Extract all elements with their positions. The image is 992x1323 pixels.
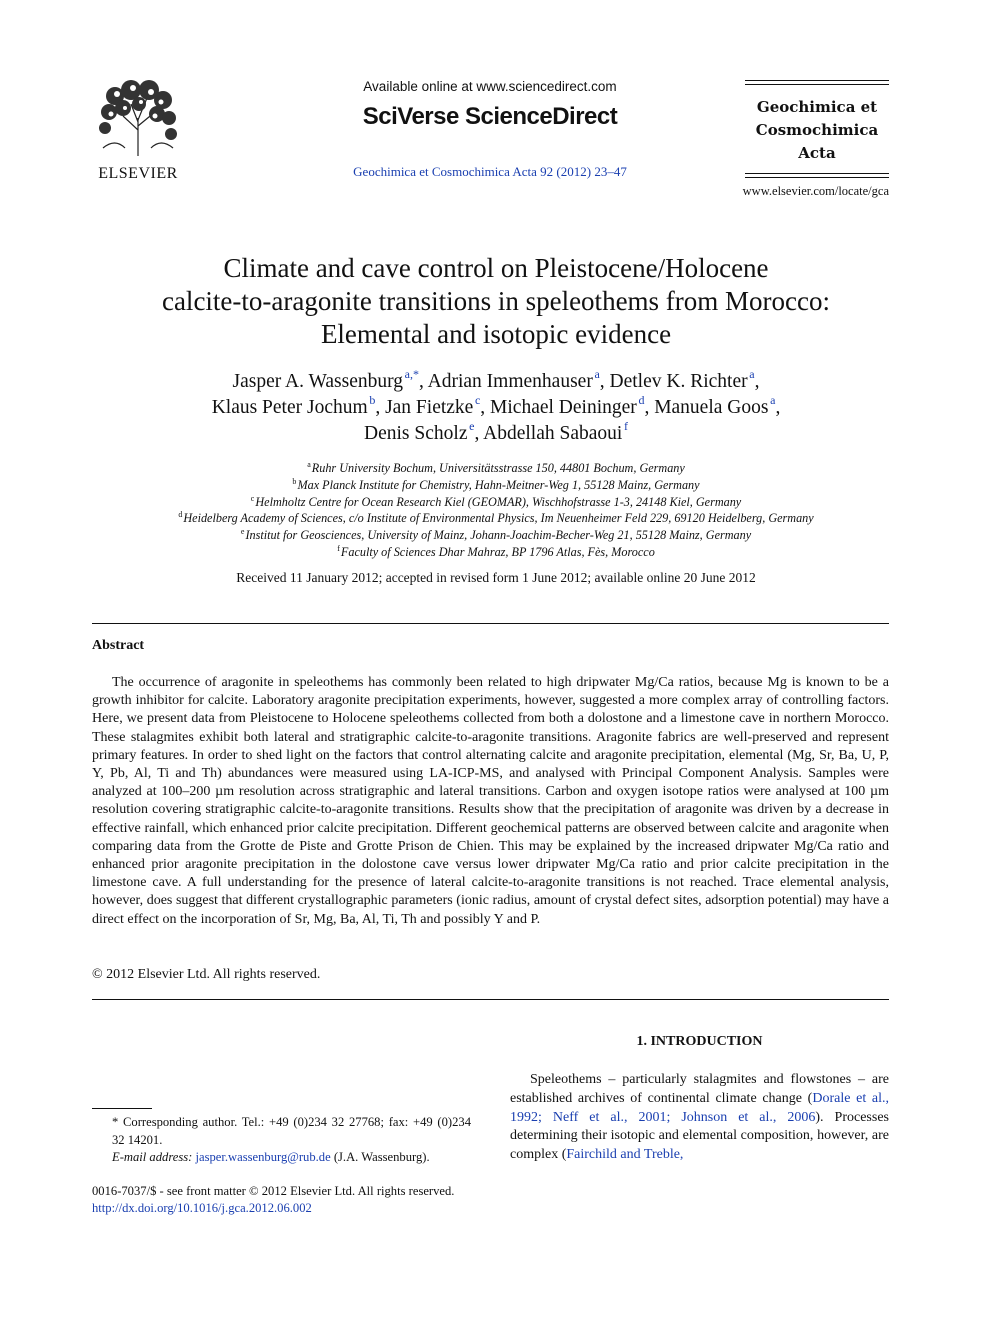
journal-name-box	[745, 80, 889, 178]
author-name: Adrian Immenhauser	[427, 371, 593, 392]
journal-name-line: Acta	[798, 144, 836, 162]
journal-name	[745, 85, 889, 173]
affiliation-list	[60, 460, 932, 561]
corresponding-author-footnote	[92, 1114, 471, 1167]
abstract-top-rule	[92, 623, 889, 624]
email-link[interactable]: jasper.wassenburg@rub.de	[195, 1150, 331, 1164]
author-affiliation-link[interactable]: a,*	[404, 367, 419, 381]
affiliation: $^c$ Helmholtz Centre for Ocean Research Kiel (GEOMAR), Wischhofstrasse 1-3, 24148 Kiel, Germany	[250, 493, 742, 509]
title-line: Elemental and isotopic evidence	[320, 319, 672, 349]
author-name: Jasper A. Wassenburg	[232, 371, 403, 392]
abstract-body: The occurrence of aragonite in speleothems has commonly been related to high dripwater Mg/Ca ratios, because Mg is known to be a growth inhibitor for calcite. Laboratory aragonite precipitation experiments, however, suggested a more complex array of controlling factors. Here, we present data from Pleistocene to Holocene speleothems collected from both a dolostone and a limestone cave in northern Morocco. These stalagmites exhibit both lateral and stratigraphic calcite-to-aragonite transitions. Aragonite fabrics are well-preserved and represent primary features. In order to shed light on the factors that control alternating calcite and aragonite precipitation, elemental (Mg, Sr, Ba, U, P, Y, Pb, Al, Ti and Th) abundances were measured using LA-ICP-MS, and analysed with Principal Component Analysis. Samples were analyzed at 100–200 µm resolution across stratigraphic and lateral transitions. Carbon and oxygen isotope ratios were analysed at 100 µm resolution covering stratigraphic calcite-to-aragonite transitions. Results show that the precipitation of aragonite was driven by a decrease in effective rainfall, which enhanced prior calcite precipitation. Different geochemical patterns are observed between calcite and aragonite when comparing data from the Grotte de Piste and Grotte Prison de Chien. This may be explained by the increased dripwater Mg/Ca ratio and enhanced prior aragonite precipitation in the dolostone cave versus lower dripwater Mg/Ca ratio and prior calcite precipitation in the limestone cave. A full understanding for the presence of lateral calcite-to-aragonite transitions is not reached. Trace elemental analysis, however, does suggest that different crystallographic parameters (ionic radius, amount of crystal defect sites, adsorption potential) may have a direct effect on the incorporation of Sr, Mg, Ba, Al, Ti, Th and possibly Y and P.	[92, 675, 889, 927]
author-affiliation-link[interactable]: e	[469, 419, 475, 433]
title-line: Climate and cave control on Pleistocene/Holocene	[223, 253, 769, 283]
author-list	[60, 369, 932, 447]
publisher-name: ELSEVIER	[98, 165, 178, 182]
author-name: Klaus Peter Jochum	[211, 397, 368, 418]
elsevier-tree-icon	[95, 78, 181, 156]
author-affiliation-link[interactable]: d	[638, 393, 645, 407]
received-dates: Received 11 January 2012; accepted in revised form 1 June 2012; available online 20 June 2012	[236, 570, 756, 585]
abstract-copyright: © 2012 Elsevier Ltd. All rights reserved.	[92, 967, 321, 982]
author-name: Detlev K. Richter	[609, 371, 748, 392]
affiliation: $^e$ Institut for Geosciences, University of Mainz, Johann-Joachim-Becher-Weg 21, 55128 Mainz, Germany	[240, 527, 752, 543]
author-name: Denis Scholz	[364, 423, 468, 444]
available-online-text: Available online at www.sciencedirect.com	[363, 79, 617, 94]
citation-link[interactable]: Dorale et al., 1992; Neff et al., 2001; Johnson et al., 2006	[510, 1090, 889, 1125]
journal-name-line: Cosmochimica	[755, 121, 879, 139]
author-line: Jasper A. Wassenburg $^{a,*}$, Adrian Immenhauser $^a$, Detlev K. Richter $^a$,	[232, 367, 760, 392]
author-affiliation-link[interactable]: a	[594, 367, 600, 381]
journal-reference-link[interactable]: Geochimica et Cosmochimica Acta 92 (2012) 23–47	[353, 164, 627, 179]
abstract-heading: Abstract	[92, 638, 145, 653]
introduction-paragraph: Speleothems – particularly stalagmites and flowstones – are established archives of continental climate change (Dorale et al., 1992; Neff et al., 2001; Johnson et al., 2006). Processes determining their isotopic and elemental composition, however, are complex (Fairchild and Treble,	[510, 1072, 889, 1163]
front-matter-info	[92, 1183, 454, 1217]
author-affiliation-link[interactable]: a	[770, 393, 776, 407]
footnote-rule	[92, 1108, 152, 1109]
author-name: Abdellah Sabaoui	[483, 423, 623, 444]
email-line: E-mail address: jasper.wassenburg@rub.de (J.A. Wassenburg).	[112, 1150, 430, 1164]
author-name: Jan Fietzke	[385, 397, 474, 418]
author-line: Klaus Peter Jochum $^b$, Jan Fietzke $^c$, Michael Deininger $^d$, Manuela Goos $^a$,	[211, 393, 781, 418]
journal-box-bottom-rule	[745, 173, 889, 178]
doi-link[interactable]: http://dx.doi.org/10.1016/j.gca.2012.06.002	[92, 1201, 312, 1215]
journal-url[interactable]: www.elsevier.com/locate/gca	[742, 184, 889, 198]
affiliation: $^a$ Ruhr University Bochum, Universitätsstrasse 150, 44801 Bochum, Germany	[307, 460, 685, 475]
section-heading-introduction: 1. INTRODUCTION	[636, 1034, 763, 1049]
affiliation: $^f$ Faculty of Sciences Dhar Mahraz, BP 1796 Atlas, Fès, Morocco	[337, 543, 655, 559]
issn-line: 0016-7037/$ - see front matter © 2012 Elsevier Ltd. All rights reserved.	[92, 1184, 455, 1198]
author-affiliation-link[interactable]: f	[623, 419, 628, 433]
citation-link[interactable]: Fairchild and Treble,	[566, 1147, 684, 1163]
title-line: calcite-to-aragonite transitions in speleothems from Morocco:	[161, 286, 831, 316]
author-affiliation-link[interactable]: c	[474, 393, 481, 407]
author-line: Denis Scholz $^e$, Abdellah Sabaoui $^f$	[364, 419, 628, 444]
journal-name-line: Geochimica et	[756, 98, 878, 116]
article-title	[60, 252, 932, 351]
author-affiliation-link[interactable]: a	[749, 367, 755, 381]
abstract-bottom-rule	[92, 999, 889, 1000]
elsevier-logo	[92, 78, 184, 182]
platform-logo: SciVerse ScienceDirect	[362, 103, 618, 130]
affiliation: $^d$ Heidelberg Academy of Sciences, c/o Institute of Environmental Physics, Im Neuenheimer Feld 229, 69120 Heidelberg, Germany	[178, 510, 814, 526]
author-name: Manuela Goos	[654, 397, 769, 418]
corresponding-author-text: * Corresponding author. Tel.: +49 (0)234 32 27768; fax: +49 (0)234 32 14201.	[112, 1115, 471, 1147]
affiliation: $^b$ Max Planck Institute for Chemistry, Hahn-Meitner-Weg 1, 55128 Mainz, Germany	[292, 476, 700, 492]
author-affiliation-link[interactable]: b	[369, 393, 376, 407]
author-name: Michael Deininger	[490, 397, 637, 418]
